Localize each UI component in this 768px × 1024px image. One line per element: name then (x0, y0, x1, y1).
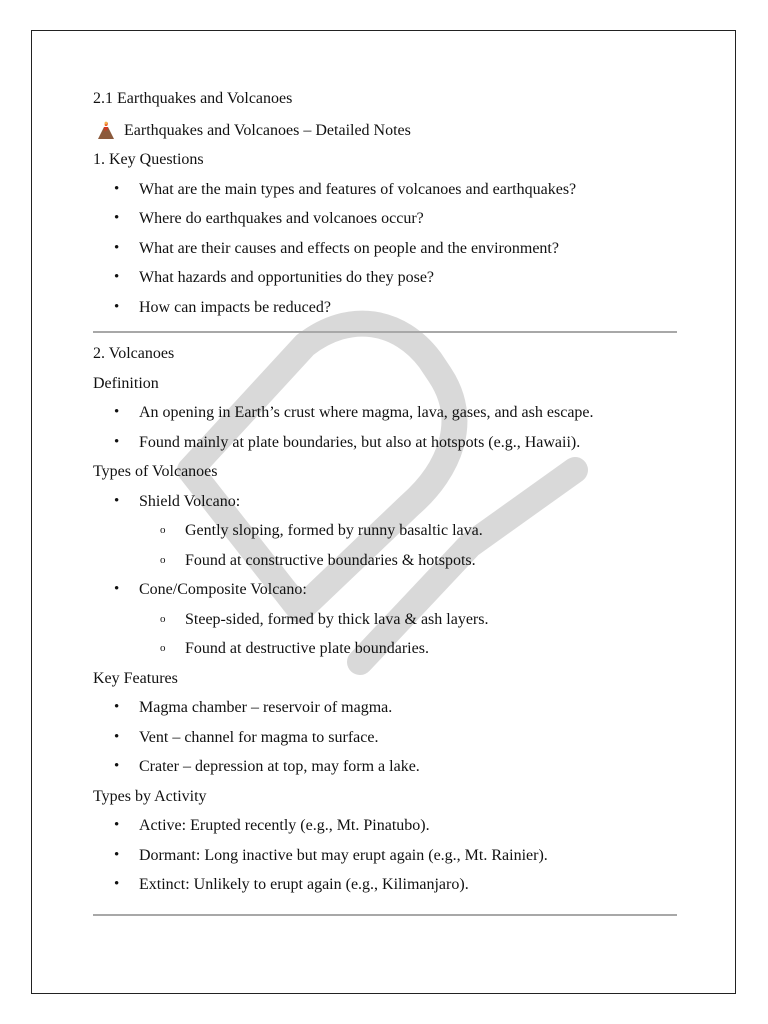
sub-list-item: o Found at constructive boundaries & hotspots. (93, 546, 677, 576)
list-item: • Dormant: Long inactive but may erupt again (e.g., Mt. Rainier). (93, 841, 677, 871)
key-questions-list (93, 175, 677, 323)
bullet-icon: • (114, 298, 120, 315)
definition-list (93, 398, 677, 457)
sub-bullet-icon: o (160, 642, 166, 654)
bullet-icon: • (114, 846, 120, 863)
bullet-icon: • (114, 492, 120, 509)
sub-bullet-icon: o (160, 553, 166, 566)
types-heading: Types of Volcanoes (93, 463, 218, 480)
list-item: • Extinct: Unlikely to erupt again (e.g., Kilimanjaro). (93, 870, 677, 900)
sub-bullet-icon: o (160, 612, 166, 625)
bullet-icon: • (114, 210, 120, 226)
key-features-list (93, 693, 677, 782)
notes-heading (93, 116, 677, 146)
bullet-icon: • (114, 433, 120, 450)
list-item: • What are their causes and effects on people and the environment? (93, 234, 677, 264)
sub-list-item: o Gently sloping, formed by runny basaltic lava. (93, 516, 677, 546)
bullet-icon: • (114, 269, 120, 285)
list-item: • What are the main types and features of volcanoes and earthquakes? (93, 175, 677, 205)
activity-list (93, 811, 677, 900)
section-title: 2.1 Earthquakes and Volcanoes (93, 90, 293, 107)
list-item: • Active: Erupted recently (e.g., Mt. Pinatubo). (93, 811, 677, 841)
list-item: • Magma chamber – reservoir of magma. (93, 693, 677, 723)
sub-list-item: o Steep-sided, formed by thick lava & ash layers. (93, 605, 677, 635)
types-list-continued (93, 575, 677, 605)
volcano-icon (96, 120, 116, 140)
bullet-icon: • (114, 404, 120, 420)
bullet-icon: • (114, 581, 120, 597)
key-questions-heading: 1. Key Questions (93, 151, 204, 168)
bullet-icon: • (114, 699, 120, 715)
bullet-icon: • (114, 758, 120, 774)
bullet-icon: • (114, 728, 120, 745)
bullet-icon: • (114, 180, 120, 197)
document-body (93, 84, 677, 916)
list-item: • What hazards and opportunities do they pose? (93, 263, 677, 293)
sub-list-item: o Found at destructive plate boundaries. (93, 634, 677, 664)
composite-volcano-sublist (93, 605, 677, 664)
activity-heading: Types by Activity (93, 787, 207, 805)
notes-heading-text: Earthquakes and Volcanoes – Detailed Notes (124, 121, 411, 139)
list-item: • Found mainly at plate boundaries, but also at hotspots (e.g., Hawaii). (93, 428, 677, 458)
bullet-icon: • (114, 876, 120, 892)
list-item: • Where do earthquakes and volcanoes occur? (93, 204, 677, 234)
shield-volcano-sublist (93, 516, 677, 575)
sub-bullet-icon: o (160, 524, 166, 536)
divider (93, 914, 677, 916)
list-item: • An opening in Earth’s crust where magma, lava, gases, and ash escape. (93, 398, 677, 428)
bullet-icon: • (114, 239, 120, 256)
list-item: • Vent – channel for magma to surface. (93, 723, 677, 753)
divider (93, 331, 677, 333)
list-item: • Crater – depression at top, may form a lake. (93, 752, 677, 782)
bullet-icon: • (114, 817, 120, 833)
volcanoes-heading: 2. Volcanoes (93, 345, 175, 362)
definition-heading: Definition (93, 374, 159, 392)
list-item: • How can impacts be reduced? (93, 293, 677, 323)
list-item: • Shield Volcano: (93, 487, 677, 517)
key-features-heading: Key Features (93, 669, 178, 687)
types-list (93, 487, 677, 517)
list-item: • Cone/Composite Volcano: (93, 575, 677, 605)
